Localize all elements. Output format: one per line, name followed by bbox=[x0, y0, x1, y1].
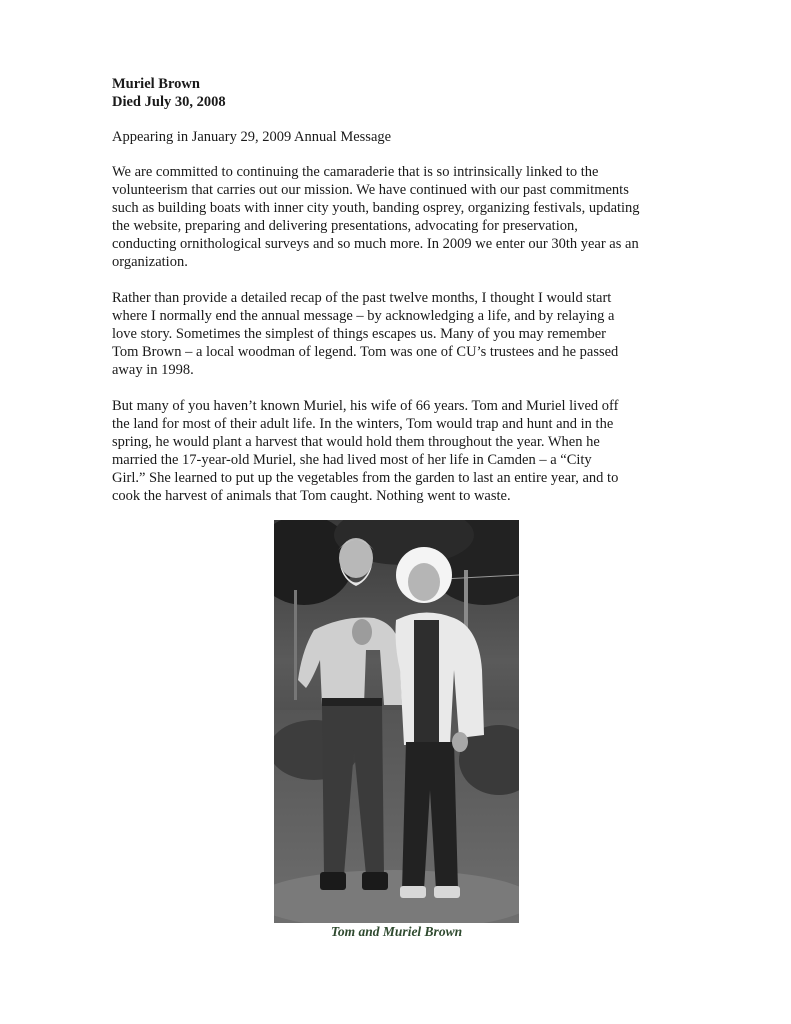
text-line: Tom Brown – a local woodman of legend. Tom was one of CU’s trustees and he passed bbox=[112, 344, 619, 360]
paragraph-mission bbox=[112, 163, 692, 271]
text-line: love story. Sometimes the simplest of things escapes us. Many of you may remember bbox=[112, 326, 606, 342]
death-date: Died July 30, 2008 bbox=[112, 94, 226, 110]
text-line: volunteerism that carries out our mission. We have continued with our past commitments bbox=[112, 182, 629, 198]
photo-illustration bbox=[274, 520, 519, 923]
text-line: We are committed to continuing the camaraderie that is so intrinsically linked to the bbox=[112, 164, 599, 180]
paragraph-muriel bbox=[112, 397, 692, 505]
source-note: Appearing in January 29, 2009 Annual Message bbox=[112, 129, 392, 145]
text-line: away in 1998. bbox=[112, 362, 194, 378]
text-line: married the 17-year-old Muriel, she had lived most of her life in Camden – a “City bbox=[112, 452, 592, 468]
text-line: Girl.” She learned to put up the vegetables from the garden to last an entire year, and to bbox=[112, 470, 619, 486]
text-line: spring, he would plant a harvest that would hold them throughout the year. When he bbox=[112, 434, 600, 450]
document-header bbox=[112, 75, 226, 111]
text-line: But many of you haven’t known Muriel, his wife of 66 years. Tom and Muriel lived off bbox=[112, 398, 619, 414]
text-line: organization. bbox=[112, 254, 188, 270]
text-line: such as building boats with inner city youth, banding osprey, organizing festivals, updating bbox=[112, 200, 640, 216]
text-line: the land for most of their adult life. In the winters, Tom would trap and hunt and in the bbox=[112, 416, 614, 432]
photo-figure bbox=[274, 520, 519, 940]
text-line: where I normally end the annual message – by acknowledging a life, and by relaying a bbox=[112, 308, 615, 324]
text-line: cook the harvest of animals that Tom caught. Nothing went to waste. bbox=[112, 488, 511, 504]
obituary-name: Muriel Brown bbox=[112, 76, 200, 92]
couple-photo bbox=[274, 520, 519, 923]
photo-caption: Tom and Muriel Brown bbox=[330, 924, 463, 939]
text-line: conducting ornithological surveys and so much more. In 2009 we enter our 30th year as an bbox=[112, 236, 639, 252]
paragraph-tom-brown bbox=[112, 289, 692, 379]
text-line: Rather than provide a detailed recap of the past twelve months, I thought I would start bbox=[112, 290, 612, 306]
text-line: the website, preparing and delivering presentations, advocating for preservation, bbox=[112, 218, 578, 234]
